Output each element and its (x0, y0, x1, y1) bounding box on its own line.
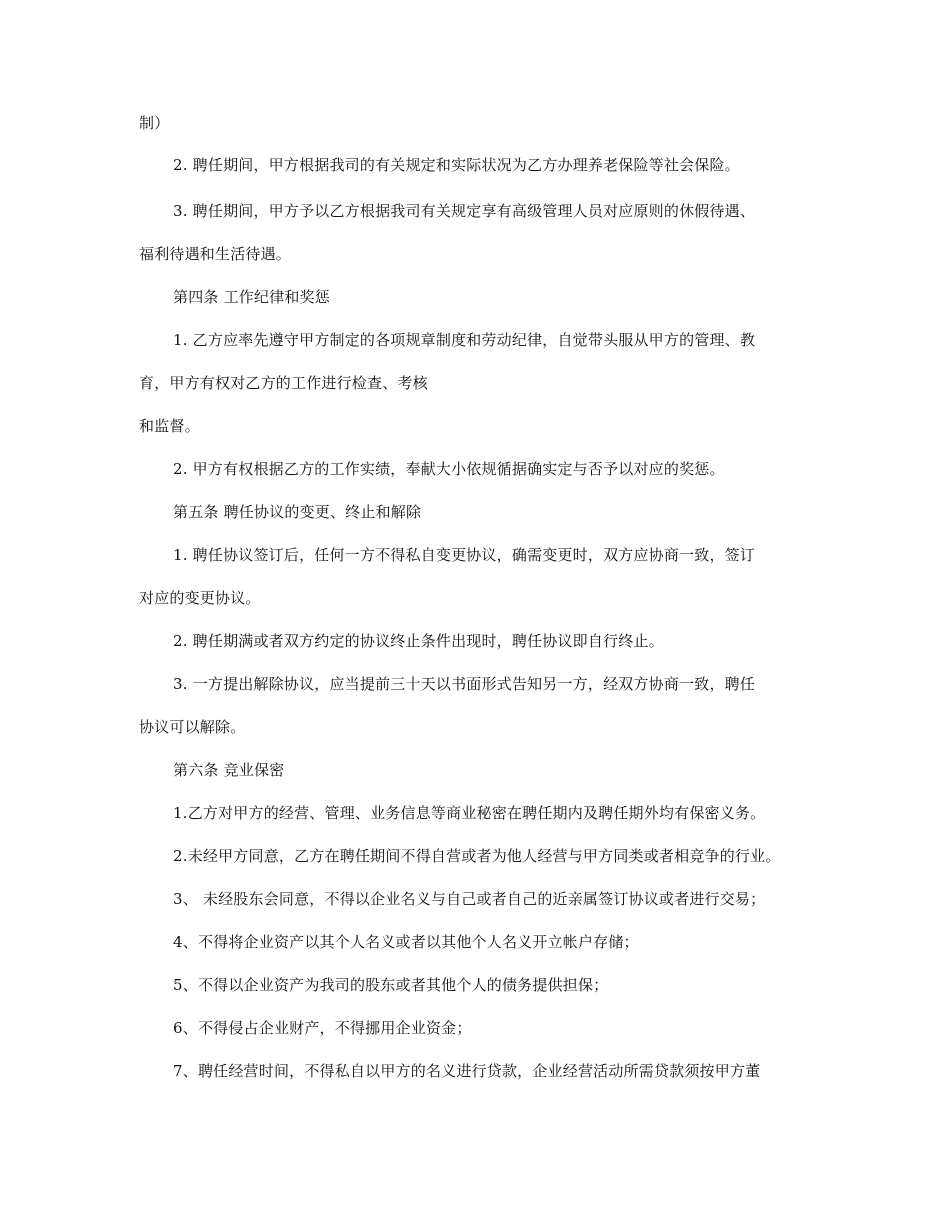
text-line: 对应的变更协议。 (139, 589, 261, 607)
text-line: 7、聘任经营时间，不得私自以甲方的名义进行贷款，企业经营活动所需贷款须按甲方董 (173, 1062, 761, 1080)
text-line: 协议可以解除。 (139, 718, 246, 736)
text-line: 2.未经甲方同意，乙方在聘任期间不得自营或者为他人经营与甲方同类或者相竞争的行业。 (173, 847, 781, 865)
section-heading: 第五条 聘任协议的变更、终止和解除 (173, 503, 422, 521)
text-line: 1. 聘任协议签订后，任何一方不得私自变更协议，确需变更时，双方应协商一致，签订 (173, 546, 756, 564)
text-line: 2. 聘任期间，甲方根据我司的有关规定和实际状况为乙方办理养老保险等社会保险。 (173, 156, 740, 174)
text-line: 2. 聘任期满或者双方约定的协议终止条件出现时，聘任协议即自行终止。 (173, 632, 664, 650)
text-line: 1. 乙方应率先遵守甲方制定的各项规章制度和劳动纪律，自觉带头服从甲方的管理、教 (173, 331, 756, 349)
text-line: 3. 聘任期间，甲方予以乙方根据我司有关规定享有高级管理人员对应原则的休假待遇、 (173, 202, 756, 220)
text-line: 福利待遇和生活待遇。 (139, 245, 292, 263)
text-line: 4、不得将企业资产以其个人名义或者以其他个人名义开立帐户存储； (173, 933, 639, 951)
text-line: 5、不得以企业资产为我司的股东或者其他个人的债务提供担保； (173, 976, 609, 994)
text-line: 3. 一方提出解除协议，应当提前三十天以书面形式告知另一方，经双方协商一致，聘任 (173, 675, 756, 693)
text-line: 3、 未经股东会同意，不得以企业名义与自己或者自己的近亲属签订协议或者进行交易； (173, 890, 766, 908)
text-line: 1.乙方对甲方的经营、管理、业务信息等商业秘密在聘任期内及聘任期外均有保密义务。 (173, 804, 766, 822)
text-line: 育，甲方有权对乙方的工作进行检查、考核 (139, 374, 428, 392)
text-line: 2. 甲方有权根据乙方的工作实绩，奉献大小依规循据确实定与否予以对应的奖惩。 (173, 460, 725, 478)
text-line: 6、不得侵占企业财产，不得挪用企业资金； (173, 1019, 472, 1037)
section-heading: 第六条 竞业保密 (173, 761, 285, 779)
text-line: 制） (139, 114, 170, 132)
text-line: 和监督。 (139, 417, 200, 435)
section-heading: 第四条 工作纪律和奖惩 (173, 288, 330, 306)
